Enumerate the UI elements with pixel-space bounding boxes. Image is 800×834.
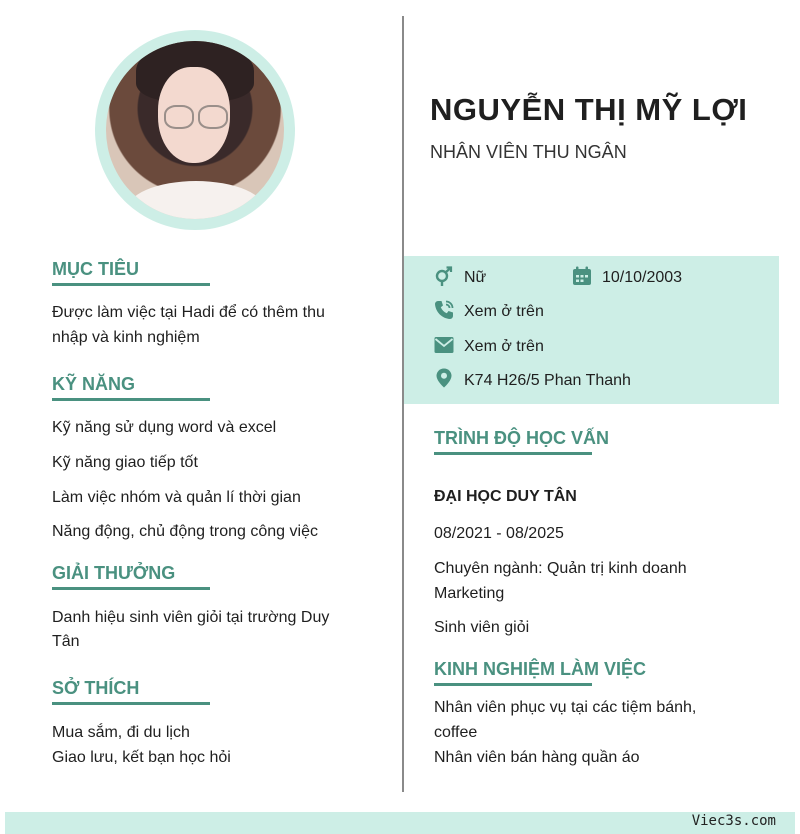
birthday-value: 10/10/2003 (602, 269, 683, 286)
email-value: Xem ở trên (464, 338, 544, 355)
avatar (95, 30, 295, 230)
experience-line-2: coffee (434, 724, 478, 741)
hobbies-underline (52, 702, 210, 705)
experience-title: KINH NGHIỆM LÀM VIỆC (434, 659, 647, 679)
location-pin-icon (434, 368, 454, 388)
objective-underline (52, 283, 210, 286)
award-line-2: Tân (52, 633, 80, 650)
skill-item: Kỹ năng sử dụng word và excel (52, 419, 277, 436)
objective-title: MỤC TIÊU (52, 259, 139, 279)
column-divider (402, 16, 404, 792)
gender-icon (434, 266, 454, 286)
skill-item: Năng động, chủ động trong công việc (52, 523, 318, 540)
hobby-item: Mua sắm, đi du lịch (52, 724, 190, 741)
gender-value: Nữ (464, 269, 487, 286)
phone-icon (434, 300, 454, 320)
awards-title: GIẢI THƯỞNG (52, 563, 176, 583)
calendar-icon (572, 266, 592, 286)
awards-underline (52, 587, 210, 590)
objective-line-2: nhập và kinh nghiệm (52, 329, 200, 346)
profile-job-title: NHÂN VIÊN THU NGÂN (430, 142, 627, 162)
profile-name: NGUYỄN THỊ MỸ LỢI (430, 92, 748, 127)
mail-icon (434, 335, 454, 355)
objective-line-1: Được làm việc tại Hadi để có thêm thu (52, 304, 325, 321)
education-underline (434, 452, 592, 455)
skills-title: KỸ NĂNG (52, 374, 136, 394)
award-line-1: Danh hiệu sinh viên giỏi tại trường Duy (52, 609, 330, 626)
experience-underline (434, 683, 592, 686)
skill-item: Làm việc nhóm và quản lí thời gian (52, 489, 301, 506)
education-school: ĐẠI HỌC DUY TÂN (434, 488, 577, 505)
experience-line-1: Nhân viên phục vụ tại các tiệm bánh, (434, 699, 697, 716)
hobby-item: Giao lưu, kết bạn học hỏi (52, 749, 231, 766)
address-value: K74 H26/5 Phan Thanh (464, 372, 631, 389)
phone-value: Xem ở trên (464, 303, 544, 320)
experience-line-3: Nhân viên bán hàng quần áo (434, 749, 640, 766)
footer-bar (5, 812, 795, 834)
education-major-line-2: Marketing (434, 585, 505, 602)
footer-brand: Viec3s.com (691, 813, 776, 829)
education-period: 08/2021 - 08/2025 (434, 525, 564, 542)
education-major-line-1: Chuyên ngành: Quản trị kinh doanh (434, 560, 687, 577)
avatar-photo (106, 41, 284, 219)
hobbies-title: SỞ THÍCH (52, 678, 140, 698)
education-title: TRÌNH ĐỘ HỌC VẤN (434, 428, 609, 448)
skill-item: Kỹ năng giao tiếp tốt (52, 454, 198, 471)
skills-underline (52, 398, 210, 401)
education-note: Sinh viên giỏi (434, 619, 530, 636)
